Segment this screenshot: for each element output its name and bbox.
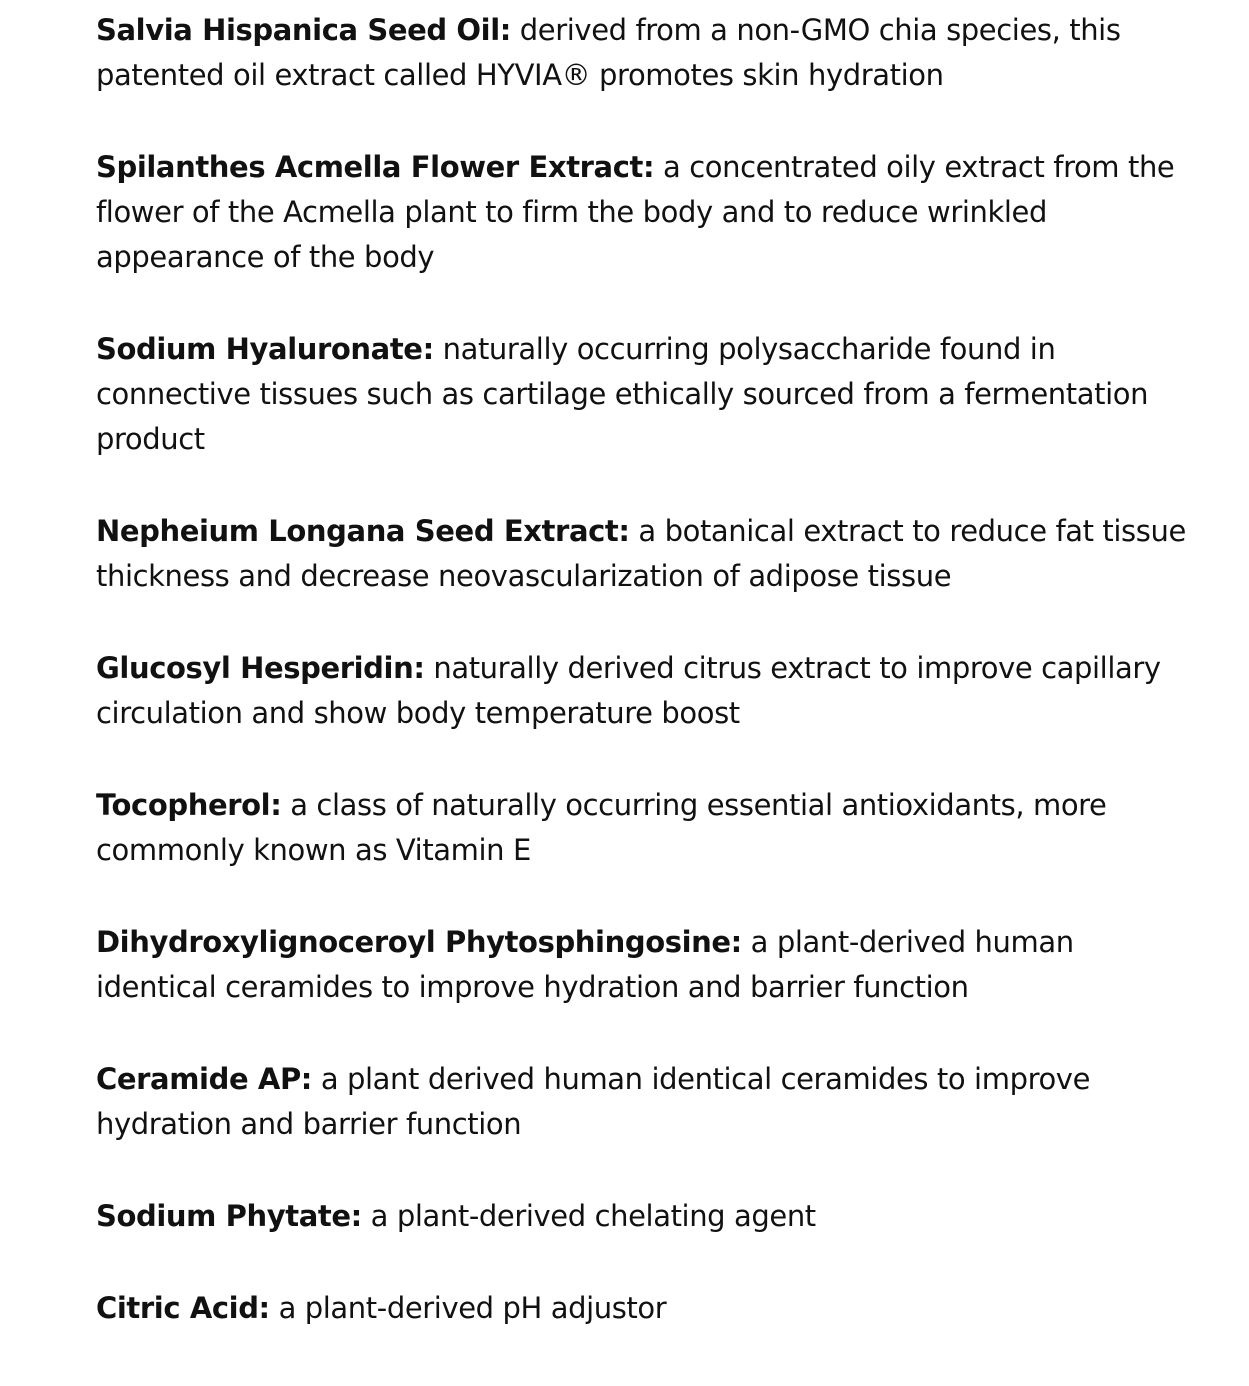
ingredient-item <box>96 8 1186 98</box>
ingredient-name: Sodium Hyaluronate: <box>96 332 434 366</box>
ingredient-description: a plant-derived chelating agent <box>370 1199 816 1233</box>
ingredient-description: a plant-derived pH adjustor <box>278 1291 667 1325</box>
ingredient-description: a class of naturally occurring essential antioxidants, more commonly known as Vitamin E <box>96 788 1107 867</box>
ingredient-item <box>96 1057 1186 1147</box>
ingredient-item <box>96 646 1186 736</box>
ingredient-description: naturally occurring polysaccharide found in connective tissues such as cartilage ethically sourced from a fermentation product <box>96 332 1149 456</box>
ingredient-item <box>96 145 1186 280</box>
ingredient-name: Glucosyl Hesperidin: <box>96 651 425 685</box>
ingredient-item <box>96 509 1186 599</box>
ingredient-description: naturally derived citrus extract to improve capillary circulation and show body temperature boost <box>96 651 1161 730</box>
ingredient-name: Sodium Phytate: <box>96 1199 362 1233</box>
ingredient-name: Salvia Hispanica Seed Oil: <box>96 13 511 47</box>
ingredient-item <box>96 783 1186 873</box>
ingredient-name: Tocopherol: <box>96 788 282 822</box>
ingredient-description: a plant-derived human identical ceramides to improve hydration and barrier function <box>96 925 1074 1004</box>
ingredient-name: Spilanthes Acmella Flower Extract: <box>96 150 655 184</box>
ingredient-item <box>96 920 1186 1010</box>
ingredient-description: a botanical extract to reduce fat tissue thickness and decrease neovascularization of adipose tissue <box>96 514 1186 593</box>
ingredient-description: a concentrated oily extract from the flower of the Acmella plant to firm the body and to reduce wrinkled appearance of the body <box>96 150 1175 274</box>
ingredient-name: Citric Acid: <box>96 1291 270 1325</box>
ingredient-item <box>96 1286 1186 1331</box>
ingredient-item <box>96 327 1186 462</box>
ingredient-description: derived from a non-GMO chia species, this patented oil extract called HYVIA® promotes skin hydration <box>96 13 1121 92</box>
ingredient-name: Dihydroxylignoceroyl Phytosphingosine: <box>96 925 742 959</box>
ingredient-name: Nepheium Longana Seed Extract: <box>96 514 630 548</box>
ingredient-description: a plant derived human identical ceramides to improve hydration and barrier function <box>96 1062 1091 1141</box>
ingredient-name: Ceramide AP: <box>96 1062 312 1096</box>
ingredient-list <box>96 8 1186 1378</box>
ingredient-item <box>96 1194 1186 1239</box>
